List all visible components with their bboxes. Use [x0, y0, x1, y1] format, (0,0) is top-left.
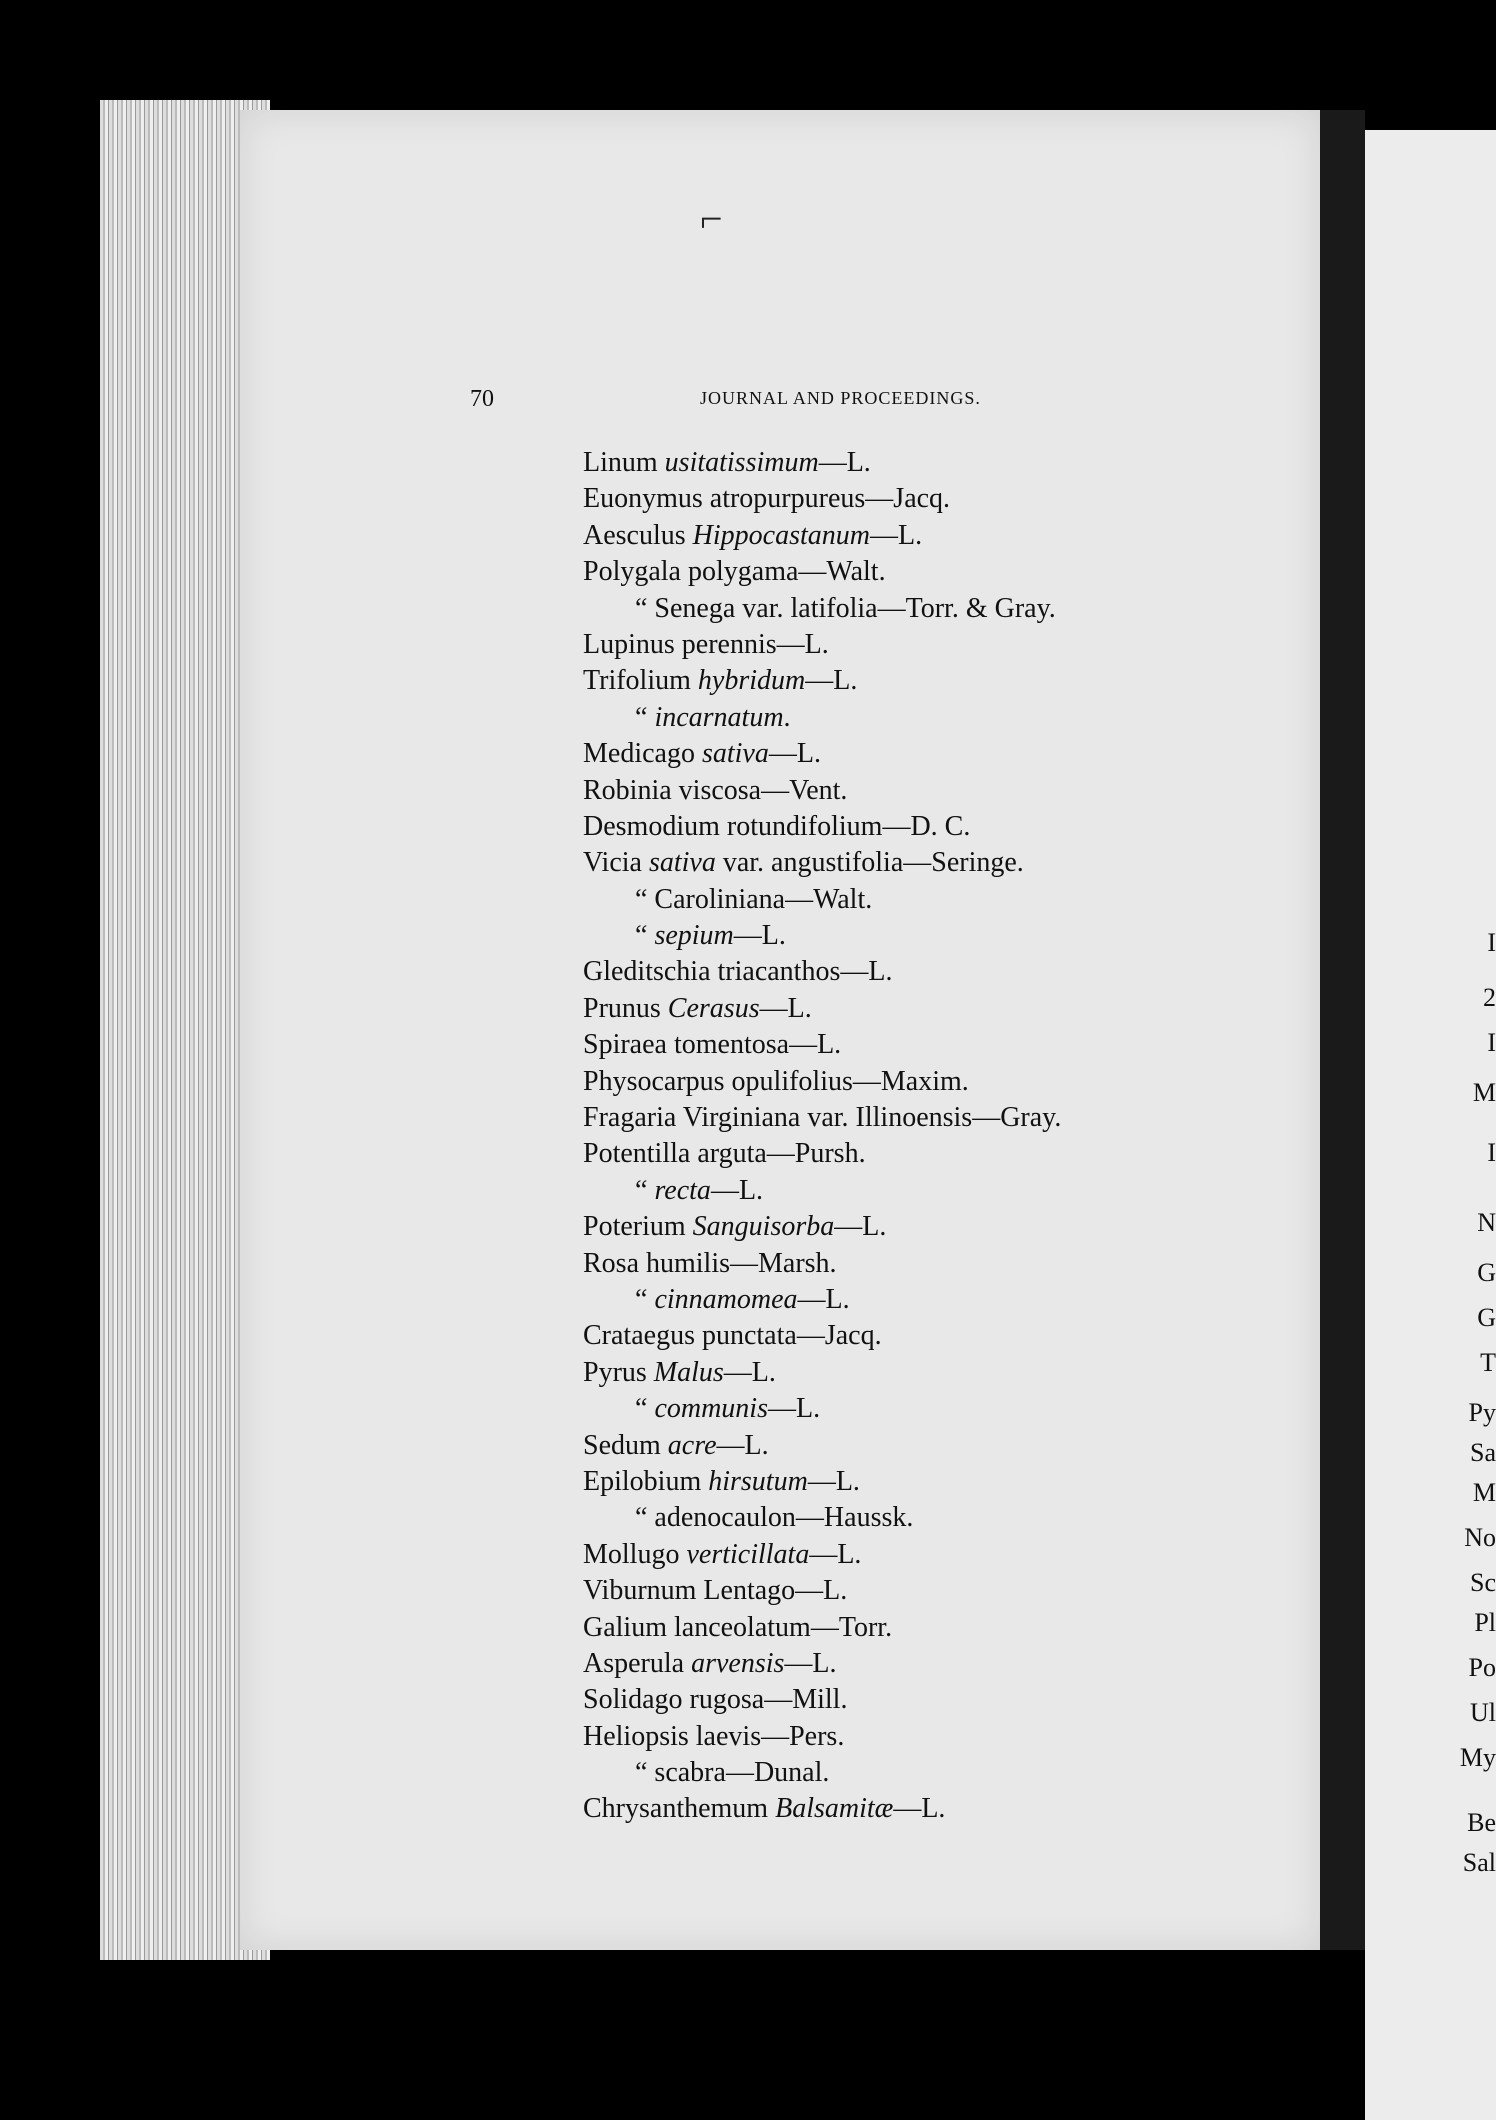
species-genus: Heliopsis laevis [583, 1720, 762, 1752]
species-epithet: usitatissimum [664, 447, 819, 478]
species-entry [583, 882, 1061, 918]
species-epithet: hybridum [697, 665, 806, 697]
species-genus: Mollugo [583, 1538, 687, 1570]
species-entry [583, 1646, 1061, 1682]
running-head: JOURNAL AND PROCEEDINGS. [700, 388, 981, 408]
species-genus: Linum [583, 447, 665, 478]
species-entry [583, 445, 1061, 481]
species-authority: —L. [710, 1174, 764, 1206]
species-genus: “ Senega var. latifolia [635, 592, 878, 624]
species-authority: —Walt. [798, 556, 886, 588]
species-entry [583, 1246, 1061, 1282]
species-entry [583, 481, 1061, 517]
species-epithet: verticillata [686, 1538, 810, 1570]
species-genus: Physocarpus opulifolius [583, 1065, 853, 1097]
next-page-fragment: Py [1468, 1398, 1496, 1427]
next-page-fragment: T [1480, 1348, 1496, 1377]
species-authority: —L. [805, 665, 858, 697]
species-authority: —L. [759, 992, 812, 1024]
species-entry [583, 1100, 1061, 1136]
species-entry [583, 1391, 1061, 1427]
species-authority: —L. [869, 519, 923, 551]
next-page-fragment: G [1477, 1258, 1496, 1287]
next-page-fragment: N [1477, 1208, 1496, 1237]
species-genus: “ Caroliniana [635, 883, 786, 915]
species-entry [583, 1428, 1061, 1464]
species-genus: Euonymus atropurpureus [583, 483, 866, 515]
species-genus: Spiraea tomentosa [583, 1029, 790, 1061]
species-entry [583, 1464, 1061, 1500]
species-authority: —Mill. [764, 1684, 848, 1716]
species-genus: Desmodium rotundifolium [583, 810, 883, 842]
species-epithet: hirsutum [708, 1465, 808, 1497]
species-entry [583, 1209, 1061, 1245]
species-genus: Pyrus [583, 1356, 654, 1388]
species-epithet: sativa [648, 847, 716, 879]
species-entry [583, 954, 1061, 990]
species-entry [583, 1682, 1061, 1718]
species-list [583, 445, 1061, 1828]
species-genus: Potentilla arguta [583, 1138, 767, 1170]
species-genus: Lupinus perennis [583, 628, 777, 660]
species-entry [583, 1282, 1061, 1318]
species-entry [583, 1136, 1061, 1172]
next-page-fragment: Ul [1470, 1698, 1496, 1727]
species-entry [583, 1355, 1061, 1391]
species-genus: Gleditschia triacanthos [583, 956, 841, 988]
species-genus: Viburnum Lentago [583, 1575, 796, 1607]
next-page-fragment: I [1487, 1138, 1496, 1167]
species-entry [583, 700, 1061, 736]
species-authority: —L. [795, 1575, 848, 1607]
species-authority: . [783, 701, 791, 733]
species-epithet: acre [667, 1429, 717, 1461]
species-genus: Asperula [583, 1647, 692, 1679]
species-authority: —D. C. [882, 810, 971, 842]
species-entry [583, 845, 1061, 881]
species-authority: —Pers. [761, 1720, 845, 1752]
species-genus: Trifolium [583, 665, 698, 697]
species-genus: Fragaria Virginiana var. Illinoensis [583, 1102, 973, 1134]
next-page-fragment: No [1464, 1523, 1496, 1552]
species-genus: Rosa humilis [583, 1247, 731, 1279]
species-epithet: arvensis [691, 1647, 785, 1679]
species-entry [583, 1791, 1061, 1827]
species-authority: —Jacq. [796, 1320, 882, 1352]
species-entry [583, 773, 1061, 809]
species-epithet: communis [654, 1393, 768, 1425]
species-epithet: incarnatum [654, 701, 784, 733]
next-page-fragment: Pl [1474, 1608, 1496, 1637]
species-genus: Robinia viscosa [583, 774, 762, 806]
species-entry [583, 918, 1061, 954]
species-authority: var. angustifolia—Seringe. [715, 847, 1024, 879]
species-authority: —Torr. & Gray. [877, 592, 1056, 624]
species-genus: “ [635, 1283, 655, 1315]
species-entry [583, 991, 1061, 1027]
species-authority: —L. [716, 1429, 769, 1461]
species-entry [583, 518, 1061, 554]
species-genus: Medicago [583, 738, 702, 770]
next-page-fragment: M [1472, 1078, 1496, 1107]
species-entry [583, 663, 1061, 699]
species-genus: Polygala polygama [583, 556, 799, 588]
species-authority: —L. [723, 1356, 776, 1388]
page-gutter [1320, 110, 1365, 1950]
next-page-fragment: G [1477, 1303, 1496, 1332]
species-entry [583, 554, 1061, 590]
species-entry [583, 591, 1061, 627]
species-genus: Sedum [583, 1429, 668, 1461]
species-genus: Poterium [583, 1211, 693, 1243]
species-authority: —Walt. [785, 883, 873, 915]
species-entry [583, 1719, 1061, 1755]
species-genus: Aesculus [583, 519, 693, 551]
species-epithet: sepium [654, 920, 734, 952]
species-genus: Galium lanceolatum [583, 1611, 811, 1643]
species-entry [583, 1064, 1061, 1100]
next-page-fragment: Be [1467, 1808, 1496, 1837]
species-authority: —L. [768, 738, 821, 770]
species-authority: —L. [767, 1393, 821, 1425]
species-epithet: Balsamitæ [775, 1793, 894, 1825]
species-authority: —Gray. [972, 1102, 1062, 1134]
species-entry [583, 627, 1061, 663]
species-entry [583, 1173, 1061, 1209]
species-entry [583, 736, 1061, 772]
page-number: 70 [470, 386, 494, 412]
next-page-fragment: M [1472, 1478, 1496, 1507]
species-epithet: Hippocastanum [692, 519, 870, 551]
species-authority: —L. [789, 1029, 842, 1061]
species-genus: Crataegus punctata [583, 1320, 797, 1352]
species-genus: “ [635, 701, 655, 733]
page-right-fragment [1365, 130, 1496, 2120]
species-genus: Epilobium [583, 1465, 709, 1497]
species-authority: —Maxim. [852, 1065, 969, 1097]
species-authority: —Pursh. [766, 1138, 866, 1170]
species-authority: —L. [776, 628, 829, 660]
species-authority: —L. [797, 1283, 850, 1315]
next-page-fragment: 2 [1483, 983, 1496, 1012]
next-page-fragment: Po [1468, 1653, 1496, 1682]
species-epithet: Cerasus [667, 992, 760, 1024]
species-genus: “ adenocaulon [635, 1502, 796, 1534]
species-authority: —L. [784, 1647, 837, 1679]
species-genus: Prunus [583, 992, 668, 1024]
next-page-fragment: Sa [1470, 1438, 1496, 1467]
species-authority: —Vent. [761, 774, 848, 806]
species-authority: —L. [809, 1538, 862, 1570]
next-page-fragment: My [1459, 1743, 1496, 1772]
next-page-fragment: I [1487, 928, 1496, 957]
species-entry [583, 1755, 1061, 1791]
species-genus: “ [635, 1393, 655, 1425]
species-authority: —Marsh. [730, 1247, 837, 1279]
species-authority: —L. [893, 1793, 946, 1825]
next-page-fragment: Sc [1470, 1568, 1496, 1597]
species-genus: “ [635, 1174, 655, 1206]
species-genus: “ scabra [635, 1757, 726, 1789]
species-entry [583, 1537, 1061, 1573]
species-entry [583, 1027, 1061, 1063]
species-authority: —L. [807, 1465, 860, 1497]
species-authority: —Jacq. [865, 483, 951, 515]
species-entry [583, 1573, 1061, 1609]
species-authority: —Dunal. [725, 1757, 830, 1789]
species-epithet: Malus [653, 1356, 724, 1388]
next-page-fragment: I [1487, 1028, 1496, 1057]
species-genus: Vicia [583, 847, 649, 879]
species-entry [583, 1318, 1061, 1354]
next-page-fragment: Sal [1462, 1848, 1496, 1877]
species-epithet: recta [654, 1174, 711, 1206]
species-authority: —L. [834, 1211, 887, 1243]
species-authority: —Haussk. [795, 1502, 914, 1534]
species-epithet: sativa [701, 738, 769, 770]
species-authority: —Torr. [810, 1611, 893, 1643]
species-authority: —L. [733, 920, 786, 952]
species-authority: —L. [840, 956, 893, 988]
species-authority: —L. [818, 447, 871, 478]
species-genus: “ [635, 920, 655, 952]
species-entry [583, 1500, 1061, 1536]
species-epithet: Sanguisorba [692, 1211, 835, 1243]
species-entry [583, 809, 1061, 845]
stray-mark: ⌐ [700, 196, 723, 241]
species-entry [583, 1610, 1061, 1646]
species-genus: Chrysanthemum [583, 1793, 776, 1825]
species-genus: Solidago rugosa [583, 1684, 765, 1716]
species-epithet: cinnamomea [654, 1283, 798, 1315]
